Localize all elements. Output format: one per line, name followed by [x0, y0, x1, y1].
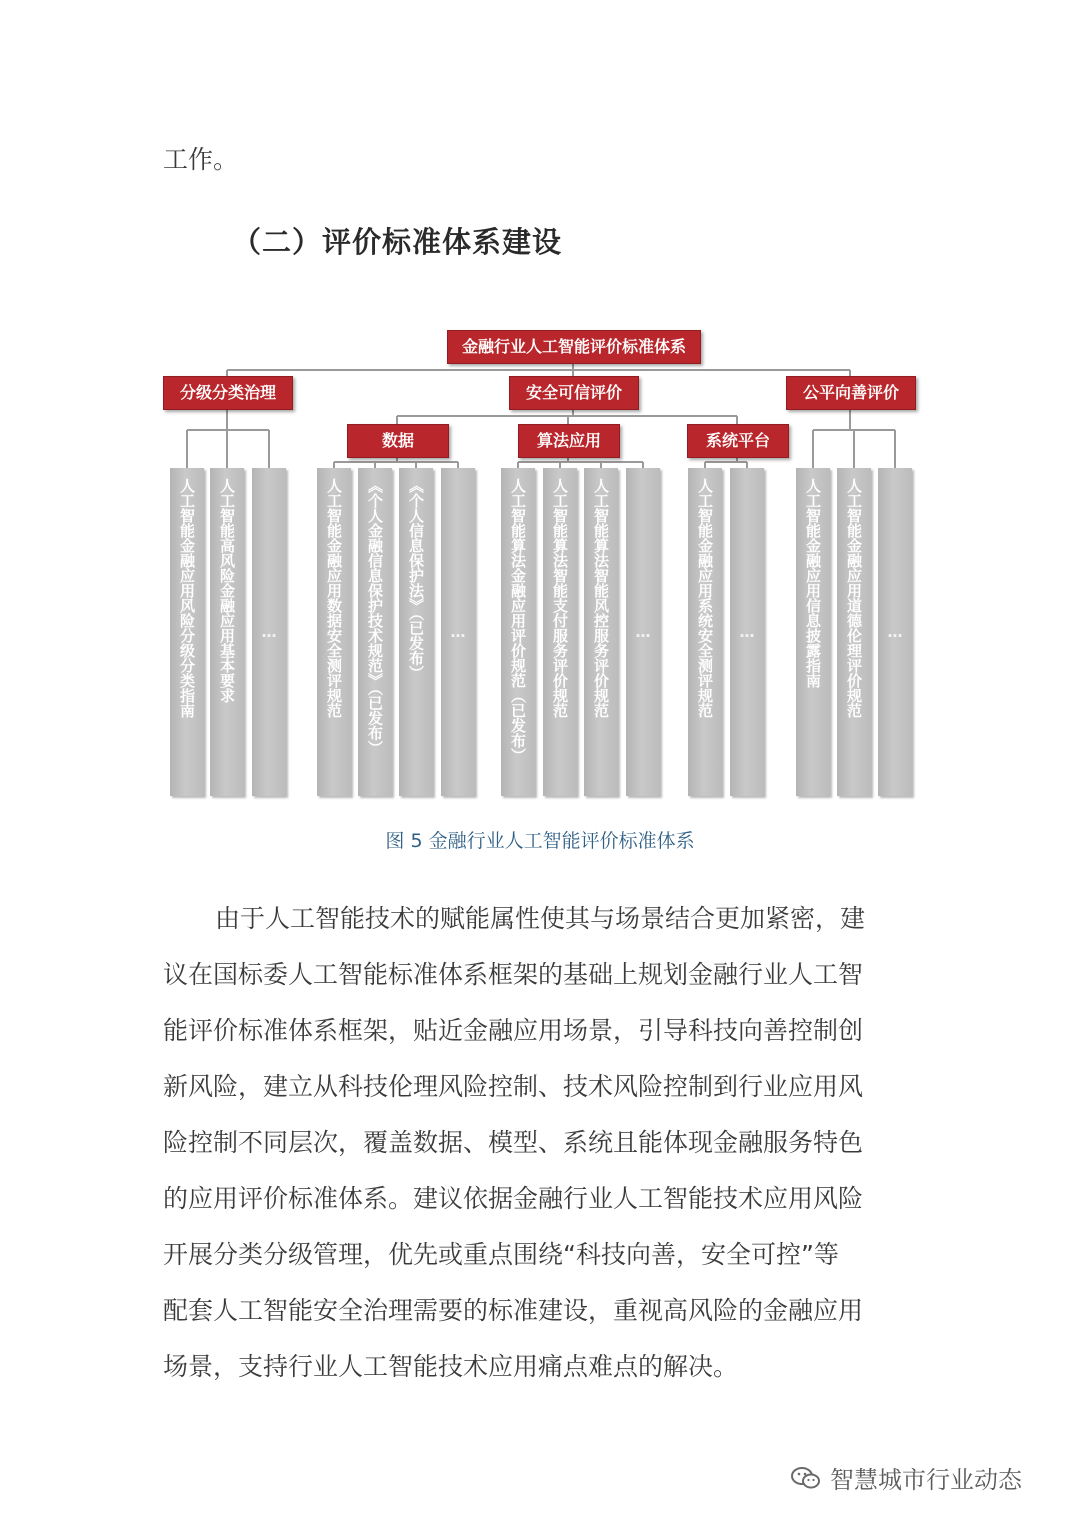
standards-framework-diagram [150, 318, 930, 818]
paragraph-line: 配套人工智能安全治理需要的标准建设，重视高风险的金融应用 [163, 1296, 864, 1325]
standard-bar: 人工智能金融应用信息披露指南 [796, 468, 830, 796]
standard-bar-ellipsis: … [252, 468, 286, 796]
standard-bar-ellipsis: … [878, 468, 912, 796]
watermark [790, 1460, 1022, 1495]
paragraph-line: 开展分类分级管理，优先或重点围绕“科技向善，安全可控”等 [163, 1240, 839, 1269]
paragraph-line: 险控制不同层次，覆盖数据、模型、系统且能体现金融服务特色 [163, 1128, 864, 1157]
standard-bar: 《个人金融信息保护技术规范》（已发布） [358, 468, 392, 796]
standard-bar-ellipsis: … [730, 468, 764, 796]
node-system-platform: 系统平台 [687, 424, 789, 458]
standard-bar: 人工智能算法智能支付服务评价规范 [543, 468, 577, 796]
paragraph-line: 的应用评价标准体系。建议依据金融行业人工智能技术应用风险 [163, 1184, 864, 1213]
standard-bar-ellipsis: … [441, 468, 475, 796]
section-heading: （二）评价标准体系建设 [232, 225, 563, 259]
watermark-text: 智慧城市行业动态 [830, 1466, 1022, 1494]
standard-bar: 人工智能金融应用风险分级分类指南 [170, 468, 204, 796]
node-tiered-governance: 分级分类治理 [163, 376, 293, 410]
standard-bar: 人工智能金融应用道德伦理评价规范 [837, 468, 871, 796]
standard-bar: 人工智能高风险金融应用基本要求 [210, 468, 244, 796]
body-paragraph [163, 895, 923, 1399]
standard-bar: 人工智能算法智能风控服务评价规范 [584, 468, 618, 796]
node-safety-trust-evaluation: 安全可信评价 [509, 376, 639, 410]
node-algorithm-application: 算法应用 [518, 424, 620, 458]
standard-bar: 人工智能算法金融应用评价规范（已发布） [501, 468, 535, 796]
lead-text: 工作。 [163, 145, 239, 174]
node-data: 数据 [347, 424, 449, 458]
standard-bar: 人工智能金融应用系统安全测评规范 [688, 468, 722, 796]
root-node: 金融行业人工智能评价标准体系 [447, 330, 701, 364]
paragraph-line: 议在国标委人工智能标准体系框架的基础上规划金融行业人工智 [163, 960, 864, 989]
standard-bar: 人工智能金融应用数据安全测评规范 [317, 468, 351, 796]
figure-caption: 图 5 金融行业人工智能评价标准体系 [385, 830, 695, 852]
paragraph-line: 由于人工智能技术的赋能属性使其与场景结合更加紧密，建 [215, 904, 866, 933]
standard-bar-ellipsis: … [626, 468, 660, 796]
wechat-icon [790, 1465, 822, 1491]
node-fairness-evaluation: 公平向善评价 [786, 376, 916, 410]
standard-bar: 《个人信息保护法》（已发布） [399, 468, 433, 796]
paragraph-line: 场景，支持行业人工智能技术应用痛点难点的解决。 [163, 1352, 739, 1381]
paragraph-line: 能评价标准体系框架，贴近金融应用场景，引导科技向善控制创 [163, 1016, 864, 1045]
paragraph-line: 新风险，建立从科技伦理风险控制、技术风险控制到行业应用风 [163, 1072, 864, 1101]
